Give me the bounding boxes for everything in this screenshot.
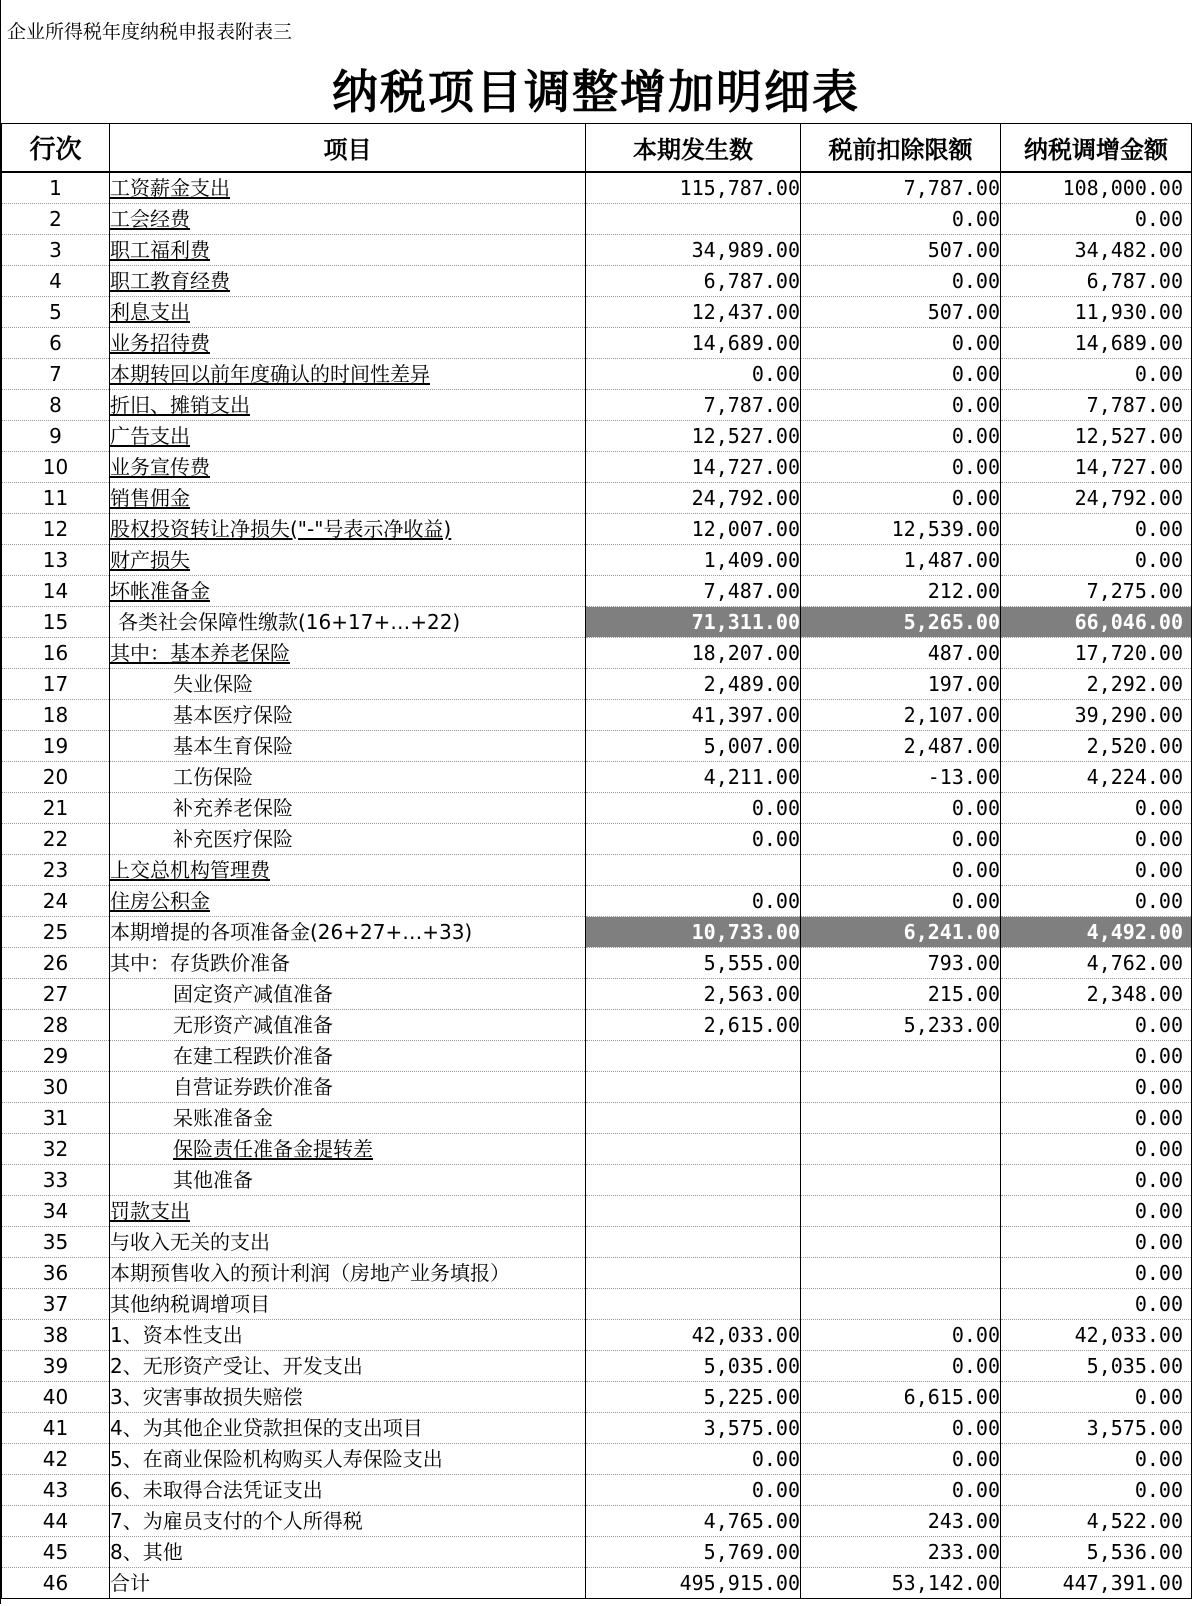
row-number-cell: 15 <box>2 607 110 638</box>
table-row <box>2 638 1192 669</box>
tax-increase-cell: 0.00 <box>1001 359 1192 390</box>
deduction-limit-cell: 0.00 <box>801 855 1001 886</box>
tax-increase-cell: 5,536.00 <box>1001 1537 1192 1568</box>
item-cell: 其他纳税调增项目 <box>110 1289 586 1320</box>
table-row <box>2 1165 1192 1196</box>
table-row <box>2 452 1192 483</box>
tax-increase-cell: 447,391.00 <box>1001 1568 1192 1599</box>
tax-increase-cell: 2,520.00 <box>1001 731 1192 762</box>
row-number-cell: 35 <box>2 1227 110 1258</box>
incurred-amount-cell: 6,787.00 <box>586 266 801 297</box>
row-number-cell: 2 <box>2 204 110 235</box>
incurred-amount-cell <box>586 1165 801 1196</box>
tax-increase-cell: 0.00 <box>1001 824 1192 855</box>
incurred-amount-cell <box>586 1196 801 1227</box>
table-row <box>2 514 1192 545</box>
form-title: 纳税项目调整增加明细表 <box>332 65 860 119</box>
incurred-amount-cell: 24,792.00 <box>586 483 801 514</box>
item-cell: 广告支出 <box>110 421 586 452</box>
item-cell: 住房公积金 <box>110 886 586 917</box>
table-row <box>2 1289 1192 1320</box>
row-number-cell: 16 <box>2 638 110 669</box>
deduction-limit-cell: 6,241.00 <box>801 917 1001 948</box>
incurred-amount-cell: 12,007.00 <box>586 514 801 545</box>
row-number-cell: 42 <box>2 1444 110 1475</box>
deduction-limit-cell <box>801 1227 1001 1258</box>
incurred-amount-cell: 2,563.00 <box>586 979 801 1010</box>
row-number-cell: 45 <box>2 1537 110 1568</box>
item-cell: 工资薪金支出 <box>110 172 586 204</box>
table-row <box>2 607 1192 638</box>
incurred-amount-cell: 41,397.00 <box>586 700 801 731</box>
header-row-no: 行次 <box>2 124 110 173</box>
item-cell: 工伤保险 <box>110 762 586 793</box>
deduction-limit-cell: 1,487.00 <box>801 545 1001 576</box>
incurred-amount-cell: 7,787.00 <box>586 390 801 421</box>
tax-increase-cell: 0.00 <box>1001 514 1192 545</box>
table-row <box>2 576 1192 607</box>
deduction-limit-cell: 0.00 <box>801 1351 1001 1382</box>
deduction-limit-cell <box>801 1134 1001 1165</box>
item-cell: 保险责任准备金提转差 <box>110 1134 586 1165</box>
row-number-cell: 44 <box>2 1506 110 1537</box>
item-cell: 职工福利费 <box>110 235 586 266</box>
table-row <box>2 731 1192 762</box>
incurred-amount-cell: 5,007.00 <box>586 731 801 762</box>
item-cell: 合计 <box>110 1568 586 1599</box>
deduction-limit-cell: 12,539.00 <box>801 514 1001 545</box>
tax-increase-cell: 5,035.00 <box>1001 1351 1192 1382</box>
deduction-limit-cell: 2,107.00 <box>801 700 1001 731</box>
row-number-cell: 20 <box>2 762 110 793</box>
tax-increase-cell: 0.00 <box>1001 1134 1192 1165</box>
deduction-limit-cell: 0.00 <box>801 390 1001 421</box>
item-cell: 股权投资转让净损失("-"号表示净收益) <box>110 514 586 545</box>
incurred-amount-cell: 0.00 <box>586 824 801 855</box>
item-cell: 其中：基本养老保险 <box>110 638 586 669</box>
tax-increase-cell: 24,792.00 <box>1001 483 1192 514</box>
table-row <box>2 948 1192 979</box>
table-row <box>2 886 1192 917</box>
tax-increase-cell: 0.00 <box>1001 1289 1192 1320</box>
incurred-amount-cell: 10,733.00 <box>586 917 801 948</box>
deduction-limit-cell: 0.00 <box>801 421 1001 452</box>
table-row <box>2 1537 1192 1568</box>
deduction-limit-cell <box>801 1289 1001 1320</box>
row-number-cell: 19 <box>2 731 110 762</box>
item-cell: 失业保险 <box>110 669 586 700</box>
table-row <box>2 1196 1192 1227</box>
tax-increase-cell: 6,787.00 <box>1001 266 1192 297</box>
deduction-limit-cell <box>801 1165 1001 1196</box>
table-row <box>2 1444 1192 1475</box>
row-number-cell: 18 <box>2 700 110 731</box>
row-number-cell: 9 <box>2 421 110 452</box>
table-row <box>2 390 1192 421</box>
deduction-limit-cell: 7,787.00 <box>801 172 1001 204</box>
deduction-limit-cell: 0.00 <box>801 824 1001 855</box>
item-cell: 业务宣传费 <box>110 452 586 483</box>
item-cell: 上交总机构管理费 <box>110 855 586 886</box>
deduction-limit-cell: 0.00 <box>801 793 1001 824</box>
tax-increase-cell: 7,787.00 <box>1001 390 1192 421</box>
row-number-cell: 25 <box>2 917 110 948</box>
row-number-cell: 40 <box>2 1382 110 1413</box>
deduction-limit-cell: 243.00 <box>801 1506 1001 1537</box>
table-row <box>2 1010 1192 1041</box>
deduction-limit-cell: 6,615.00 <box>801 1382 1001 1413</box>
item-cell: 其中：存货跌价准备 <box>110 948 586 979</box>
tax-increase-cell: 4,224.00 <box>1001 762 1192 793</box>
tax-increase-cell: 0.00 <box>1001 1041 1192 1072</box>
row-number-cell: 41 <box>2 1413 110 1444</box>
table-row <box>2 1475 1192 1506</box>
table-row <box>2 979 1192 1010</box>
table-row <box>2 1506 1192 1537</box>
row-number-cell: 10 <box>2 452 110 483</box>
item-cell: 罚款支出 <box>110 1196 586 1227</box>
table-row <box>2 172 1192 204</box>
item-cell: 利息支出 <box>110 297 586 328</box>
tax-increase-cell: 14,689.00 <box>1001 328 1192 359</box>
row-number-cell: 3 <box>2 235 110 266</box>
tax-increase-cell: 3,575.00 <box>1001 1413 1192 1444</box>
incurred-amount-cell: 5,555.00 <box>586 948 801 979</box>
header-row <box>2 124 1192 173</box>
incurred-amount-cell: 0.00 <box>586 1475 801 1506</box>
tax-increase-cell: 108,000.00 <box>1001 172 1192 204</box>
item-cell: 本期转回以前年度确认的时间性差异 <box>110 359 586 390</box>
row-number-cell: 28 <box>2 1010 110 1041</box>
tax-increase-cell: 12,527.00 <box>1001 421 1192 452</box>
table-row <box>2 1413 1192 1444</box>
item-cell: 其他准备 <box>110 1165 586 1196</box>
header-increase: 纳税调增金额 <box>1001 124 1192 173</box>
incurred-amount-cell: 115,787.00 <box>586 172 801 204</box>
table-row <box>2 235 1192 266</box>
deduction-limit-cell: 0.00 <box>801 1413 1001 1444</box>
deduction-limit-cell: 5,265.00 <box>801 607 1001 638</box>
row-number-cell: 46 <box>2 1568 110 1599</box>
tax-increase-cell: 11,930.00 <box>1001 297 1192 328</box>
item-cell: 折旧、摊销支出 <box>110 390 586 421</box>
deduction-limit-cell: 0.00 <box>801 266 1001 297</box>
table-row <box>2 669 1192 700</box>
deduction-limit-cell <box>801 1103 1001 1134</box>
incurred-amount-cell <box>586 1289 801 1320</box>
item-cell: 呆账准备金 <box>110 1103 586 1134</box>
header-item: 项目 <box>110 124 586 173</box>
item-cell: 与收入无关的支出 <box>110 1227 586 1258</box>
tax-increase-cell: 0.00 <box>1001 855 1192 886</box>
header-incurred: 本期发生数 <box>586 124 801 173</box>
deduction-limit-cell: 507.00 <box>801 297 1001 328</box>
row-number-cell: 8 <box>2 390 110 421</box>
table-row <box>2 483 1192 514</box>
row-number-cell: 6 <box>2 328 110 359</box>
deduction-limit-cell <box>801 1258 1001 1289</box>
row-number-cell: 14 <box>2 576 110 607</box>
table-row <box>2 204 1192 235</box>
tax-increase-cell: 2,292.00 <box>1001 669 1192 700</box>
table-row <box>2 700 1192 731</box>
adjustment-table <box>1 123 1192 1599</box>
tax-increase-cell: 0.00 <box>1001 1227 1192 1258</box>
tax-increase-cell: 0.00 <box>1001 1475 1192 1506</box>
incurred-amount-cell: 7,487.00 <box>586 576 801 607</box>
row-number-cell: 4 <box>2 266 110 297</box>
row-number-cell: 37 <box>2 1289 110 1320</box>
tax-increase-cell: 0.00 <box>1001 1010 1192 1041</box>
tax-increase-cell: 39,290.00 <box>1001 700 1192 731</box>
table-row <box>2 421 1192 452</box>
row-number-cell: 13 <box>2 545 110 576</box>
table-row <box>2 1382 1192 1413</box>
row-number-cell: 36 <box>2 1258 110 1289</box>
row-number-cell: 34 <box>2 1196 110 1227</box>
tax-increase-cell: 0.00 <box>1001 1072 1192 1103</box>
incurred-amount-cell: 5,225.00 <box>586 1382 801 1413</box>
tax-increase-cell: 0.00 <box>1001 545 1192 576</box>
item-cell: 基本医疗保险 <box>110 700 586 731</box>
tax-increase-cell: 0.00 <box>1001 1103 1192 1134</box>
deduction-limit-cell: 0.00 <box>801 1444 1001 1475</box>
incurred-amount-cell: 2,489.00 <box>586 669 801 700</box>
tax-increase-cell: 14,727.00 <box>1001 452 1192 483</box>
table-row <box>2 1320 1192 1351</box>
item-cell: 各类社会保障性缴款(16+17+…+22) <box>110 607 586 638</box>
table-row <box>2 266 1192 297</box>
item-cell: 2、无形资产受让、开发支出 <box>110 1351 586 1382</box>
table-row <box>2 328 1192 359</box>
deduction-limit-cell: 487.00 <box>801 638 1001 669</box>
incurred-amount-cell: 14,689.00 <box>586 328 801 359</box>
tax-increase-cell: 0.00 <box>1001 886 1192 917</box>
item-cell: 无形资产减值准备 <box>110 1010 586 1041</box>
row-number-cell: 30 <box>2 1072 110 1103</box>
table-row <box>2 1351 1192 1382</box>
item-cell: 自营证券跌价准备 <box>110 1072 586 1103</box>
incurred-amount-cell: 495,915.00 <box>586 1568 801 1599</box>
item-cell: 4、为其他企业贷款担保的支出项目 <box>110 1413 586 1444</box>
row-number-cell: 24 <box>2 886 110 917</box>
row-number-cell: 32 <box>2 1134 110 1165</box>
table-row <box>2 1258 1192 1289</box>
tax-increase-cell: 0.00 <box>1001 1258 1192 1289</box>
item-cell: 财产损失 <box>110 545 586 576</box>
tax-increase-cell: 4,522.00 <box>1001 1506 1192 1537</box>
item-cell: 基本生育保险 <box>110 731 586 762</box>
item-cell: 补充养老保险 <box>110 793 586 824</box>
deduction-limit-cell: 793.00 <box>801 948 1001 979</box>
incurred-amount-cell: 1,409.00 <box>586 545 801 576</box>
incurred-amount-cell: 14,727.00 <box>586 452 801 483</box>
deduction-limit-cell: 0.00 <box>801 886 1001 917</box>
incurred-amount-cell: 4,765.00 <box>586 1506 801 1537</box>
row-number-cell: 33 <box>2 1165 110 1196</box>
table-row <box>2 359 1192 390</box>
deduction-limit-cell: 0.00 <box>801 328 1001 359</box>
tax-increase-cell: 0.00 <box>1001 1196 1192 1227</box>
row-number-cell: 38 <box>2 1320 110 1351</box>
deduction-limit-cell: 53,142.00 <box>801 1568 1001 1599</box>
table-row <box>2 762 1192 793</box>
deduction-limit-cell: 5,233.00 <box>801 1010 1001 1041</box>
incurred-amount-cell: 0.00 <box>586 793 801 824</box>
table-row <box>2 545 1192 576</box>
deduction-limit-cell: 0.00 <box>801 204 1001 235</box>
row-number-cell: 23 <box>2 855 110 886</box>
row-number-cell: 22 <box>2 824 110 855</box>
incurred-amount-cell: 0.00 <box>586 1444 801 1475</box>
tax-increase-cell: 0.00 <box>1001 1382 1192 1413</box>
incurred-amount-cell <box>586 1258 801 1289</box>
incurred-amount-cell: 0.00 <box>586 886 801 917</box>
incurred-amount-cell <box>586 1227 801 1258</box>
table-row <box>2 1041 1192 1072</box>
tax-increase-cell: 0.00 <box>1001 793 1192 824</box>
tax-increase-cell: 2,348.00 <box>1001 979 1192 1010</box>
table-row <box>2 855 1192 886</box>
incurred-amount-cell <box>586 1134 801 1165</box>
deduction-limit-cell: 197.00 <box>801 669 1001 700</box>
incurred-amount-cell: 3,575.00 <box>586 1413 801 1444</box>
item-cell: 销售佣金 <box>110 483 586 514</box>
item-cell: 3、灾害事故损失赔偿 <box>110 1382 586 1413</box>
deduction-limit-cell: 0.00 <box>801 452 1001 483</box>
deduction-limit-cell: 212.00 <box>801 576 1001 607</box>
tax-increase-cell: 7,275.00 <box>1001 576 1192 607</box>
deduction-limit-cell <box>801 1072 1001 1103</box>
tax-increase-cell: 0.00 <box>1001 1165 1192 1196</box>
row-number-cell: 39 <box>2 1351 110 1382</box>
incurred-amount-cell: 5,769.00 <box>586 1537 801 1568</box>
row-number-cell: 1 <box>2 172 110 204</box>
incurred-amount-cell <box>586 1041 801 1072</box>
item-cell: 5、在商业保险机构购买人寿保险支出 <box>110 1444 586 1475</box>
incurred-amount-cell: 34,989.00 <box>586 235 801 266</box>
item-cell: 本期增提的各项准备金(26+27+…+33) <box>110 917 586 948</box>
deduction-limit-cell: -13.00 <box>801 762 1001 793</box>
tax-increase-cell: 34,482.00 <box>1001 235 1192 266</box>
form-subtitle: 企业所得税年度纳税申报表附表三 <box>7 21 293 43</box>
table-row <box>2 824 1192 855</box>
item-cell: 1、资本性支出 <box>110 1320 586 1351</box>
deduction-limit-cell: 233.00 <box>801 1537 1001 1568</box>
item-cell: 固定资产减值准备 <box>110 979 586 1010</box>
row-number-cell: 21 <box>2 793 110 824</box>
incurred-amount-cell: 5,035.00 <box>586 1351 801 1382</box>
item-cell: 坏帐准备金 <box>110 576 586 607</box>
row-number-cell: 11 <box>2 483 110 514</box>
row-number-cell: 29 <box>2 1041 110 1072</box>
tax-increase-cell: 66,046.00 <box>1001 607 1192 638</box>
incurred-amount-cell: 42,033.00 <box>586 1320 801 1351</box>
table-row <box>2 793 1192 824</box>
table-row <box>2 1568 1192 1599</box>
row-number-cell: 31 <box>2 1103 110 1134</box>
tax-increase-cell: 17,720.00 <box>1001 638 1192 669</box>
tax-increase-cell: 42,033.00 <box>1001 1320 1192 1351</box>
tax-increase-cell: 4,492.00 <box>1001 917 1192 948</box>
incurred-amount-cell <box>586 204 801 235</box>
row-number-cell: 17 <box>2 669 110 700</box>
deduction-limit-cell: 0.00 <box>801 359 1001 390</box>
row-number-cell: 27 <box>2 979 110 1010</box>
incurred-amount-cell: 12,527.00 <box>586 421 801 452</box>
deduction-limit-cell: 2,487.00 <box>801 731 1001 762</box>
header-limit: 税前扣除限额 <box>801 124 1001 173</box>
deduction-limit-cell: 215.00 <box>801 979 1001 1010</box>
table-row <box>2 297 1192 328</box>
incurred-amount-cell: 18,207.00 <box>586 638 801 669</box>
deduction-limit-cell: 0.00 <box>801 1475 1001 1506</box>
table-row <box>2 1103 1192 1134</box>
item-cell: 本期预售收入的预计利润（房地产业务填报） <box>110 1258 586 1289</box>
row-number-cell: 7 <box>2 359 110 390</box>
incurred-amount-cell <box>586 1103 801 1134</box>
item-cell: 补充医疗保险 <box>110 824 586 855</box>
incurred-amount-cell: 0.00 <box>586 359 801 390</box>
incurred-amount-cell: 4,211.00 <box>586 762 801 793</box>
item-cell: 业务招待费 <box>110 328 586 359</box>
item-cell: 8、其他 <box>110 1537 586 1568</box>
item-cell: 工会经费 <box>110 204 586 235</box>
tax-increase-cell: 0.00 <box>1001 1444 1192 1475</box>
deduction-limit-cell: 0.00 <box>801 1320 1001 1351</box>
row-number-cell: 43 <box>2 1475 110 1506</box>
table-row <box>2 1072 1192 1103</box>
item-cell: 在建工程跌价准备 <box>110 1041 586 1072</box>
deduction-limit-cell <box>801 1041 1001 1072</box>
deduction-limit-cell: 0.00 <box>801 483 1001 514</box>
item-cell: 6、未取得合法凭证支出 <box>110 1475 586 1506</box>
table-row <box>2 917 1192 948</box>
item-cell: 7、为雇员支付的个人所得税 <box>110 1506 586 1537</box>
incurred-amount-cell: 71,311.00 <box>586 607 801 638</box>
row-number-cell: 5 <box>2 297 110 328</box>
deduction-limit-cell: 507.00 <box>801 235 1001 266</box>
table-row <box>2 1134 1192 1165</box>
tax-increase-cell: 4,762.00 <box>1001 948 1192 979</box>
incurred-amount-cell: 12,437.00 <box>586 297 801 328</box>
incurred-amount-cell <box>586 1072 801 1103</box>
table-row <box>2 1227 1192 1258</box>
incurred-amount-cell <box>586 855 801 886</box>
deduction-limit-cell <box>801 1196 1001 1227</box>
tax-increase-cell: 0.00 <box>1001 204 1192 235</box>
row-number-cell: 12 <box>2 514 110 545</box>
item-cell: 职工教育经费 <box>110 266 586 297</box>
row-number-cell: 26 <box>2 948 110 979</box>
incurred-amount-cell: 2,615.00 <box>586 1010 801 1041</box>
